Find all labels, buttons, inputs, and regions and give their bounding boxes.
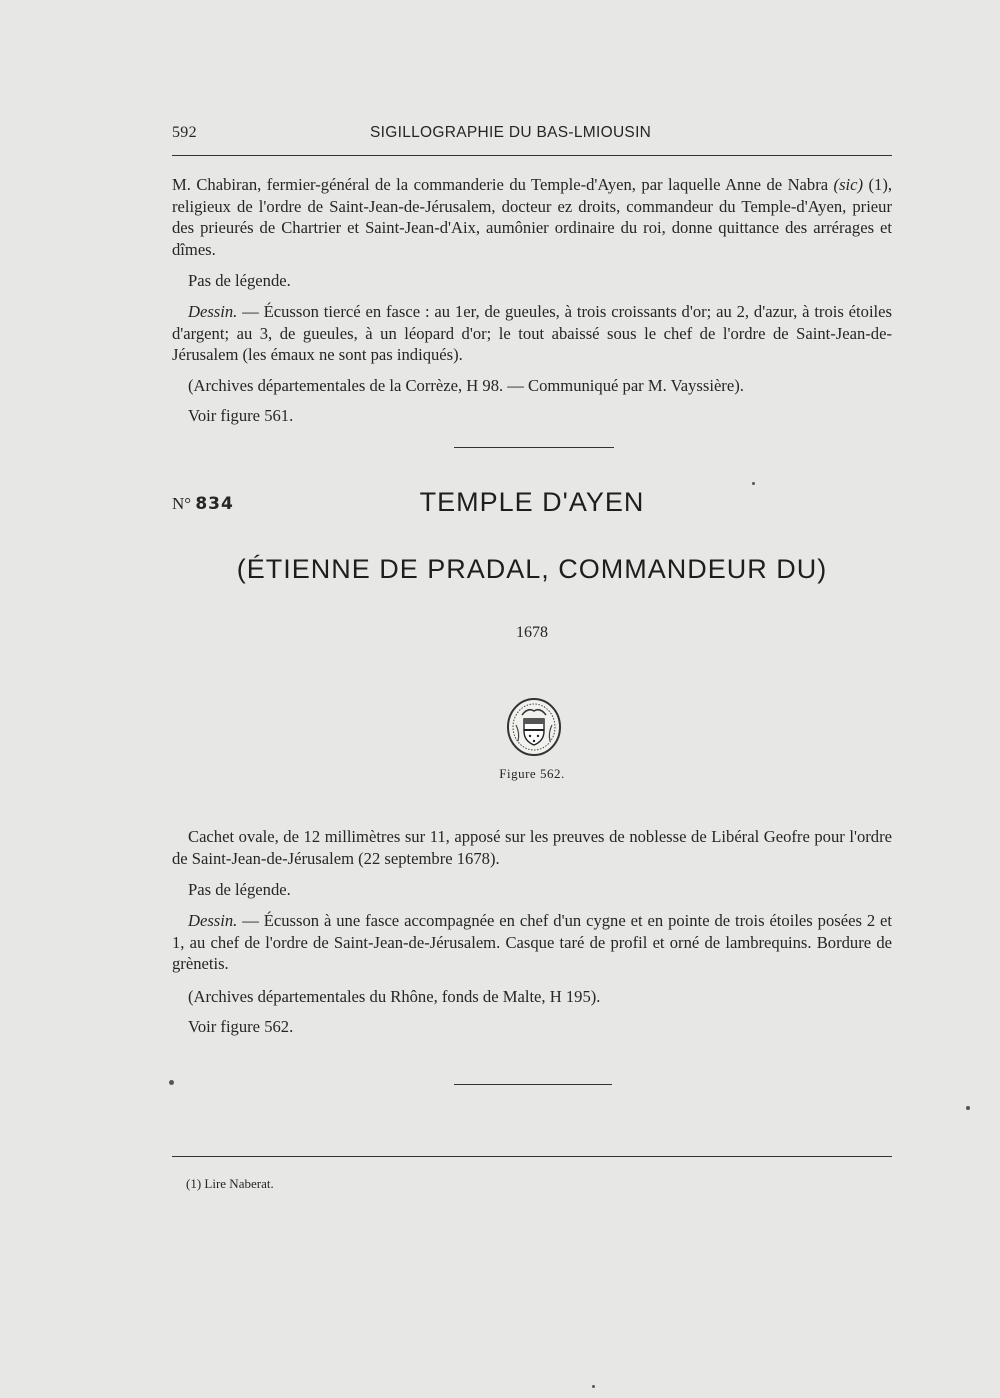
- ink-speck: [169, 1080, 174, 1085]
- running-title: SIGILLOGRAPHIE DU BAS-LMIOUSIN: [370, 124, 652, 141]
- entry-subtitle: (ÉTIENNE DE PRADAL, COMMANDEUR DU): [236, 554, 828, 584]
- entry-834-voir: Voir figure 562.: [188, 1017, 294, 1036]
- ink-speck: [592, 1385, 595, 1388]
- entry-833-legend: Pas de légende.: [188, 271, 291, 290]
- number-value: 834: [195, 494, 234, 514]
- ink-speck: [966, 1106, 970, 1110]
- entry-833-text-b: (1), religieux de l'ordre de Saint-Jean-de-Jérusalem, docteur ez droits, commandeur du Temple-d'Ayen, prieur des prieurés de Chartrier et Saint-Jean-d'Aix, aumônier ordinaire du roi, donne quittance des arrérages et dîmes.: [172, 175, 892, 259]
- section-separator: [454, 447, 614, 448]
- entry-833-archives: (Archives départementales de la Corrèze, H 98. — Communiqué par M. Vayssière).: [188, 376, 744, 395]
- entry-834-legend: Pas de légende.: [188, 880, 291, 899]
- dessin-text: — Écusson tiercé en fasce : au 1er, de gueules, à trois croissants d'or; au 2, d'azur, à trois étoiles d'argent; au 3, de gueules, à un léopard d'or; le tout abaissé sous le chef de l'ordre de Saint-Jean-de-Jérusalem (les émaux ne sont pas indiqués).: [172, 302, 892, 364]
- footnote-rule: [172, 1156, 892, 1157]
- running-header: [172, 124, 892, 154]
- figure-caption: Figure 562.: [499, 766, 565, 781]
- section-separator: [454, 1084, 612, 1085]
- page-number: 592: [172, 124, 197, 141]
- entry-834-description: Cachet ovale, de 12 millimètres sur 11, apposé sur les preuves de noblesse de Libéral Geofre pour l'ordre de Saint-Jean-de-Jérusalem (22 septembre 1678).: [172, 827, 892, 868]
- header-rule: [172, 155, 892, 156]
- sic-note: (sic): [833, 175, 864, 194]
- dessin-text: — Écusson à une fasce accompagnée en chef d'un cygne et en pointe de trois étoiles posées 2 et 1, au chef de l'ordre de Saint-Jean-de-Jérusalem. Casque taré de profil et orné de lambrequins. Bordure de grènetis.: [172, 911, 892, 973]
- footnote: (1) Lire Naberat.: [186, 1176, 274, 1191]
- entry-833-paragraph: [172, 174, 892, 260]
- entry-834-dessin: [172, 910, 892, 975]
- seal-image: [506, 697, 562, 757]
- number-prefix: N°: [172, 494, 192, 513]
- entry-833-dessin: [172, 301, 892, 366]
- entry-833-text-a: M. Chabiran, fermier-général de la commanderie du Temple-d'Ayen, par laquelle Anne de Nabra: [172, 175, 834, 194]
- entry-title: TEMPLE D'AYEN: [419, 487, 645, 517]
- ink-speck: [752, 482, 755, 485]
- entry-year: 1678: [516, 624, 548, 641]
- entry-834-archives: (Archives départementales du Rhône, fonds de Malte, H 195).: [188, 987, 601, 1006]
- dessin-label: Dessin.: [188, 302, 238, 321]
- dessin-label: Dessin.: [188, 911, 238, 930]
- entry-833-voir: Voir figure 561.: [188, 406, 294, 425]
